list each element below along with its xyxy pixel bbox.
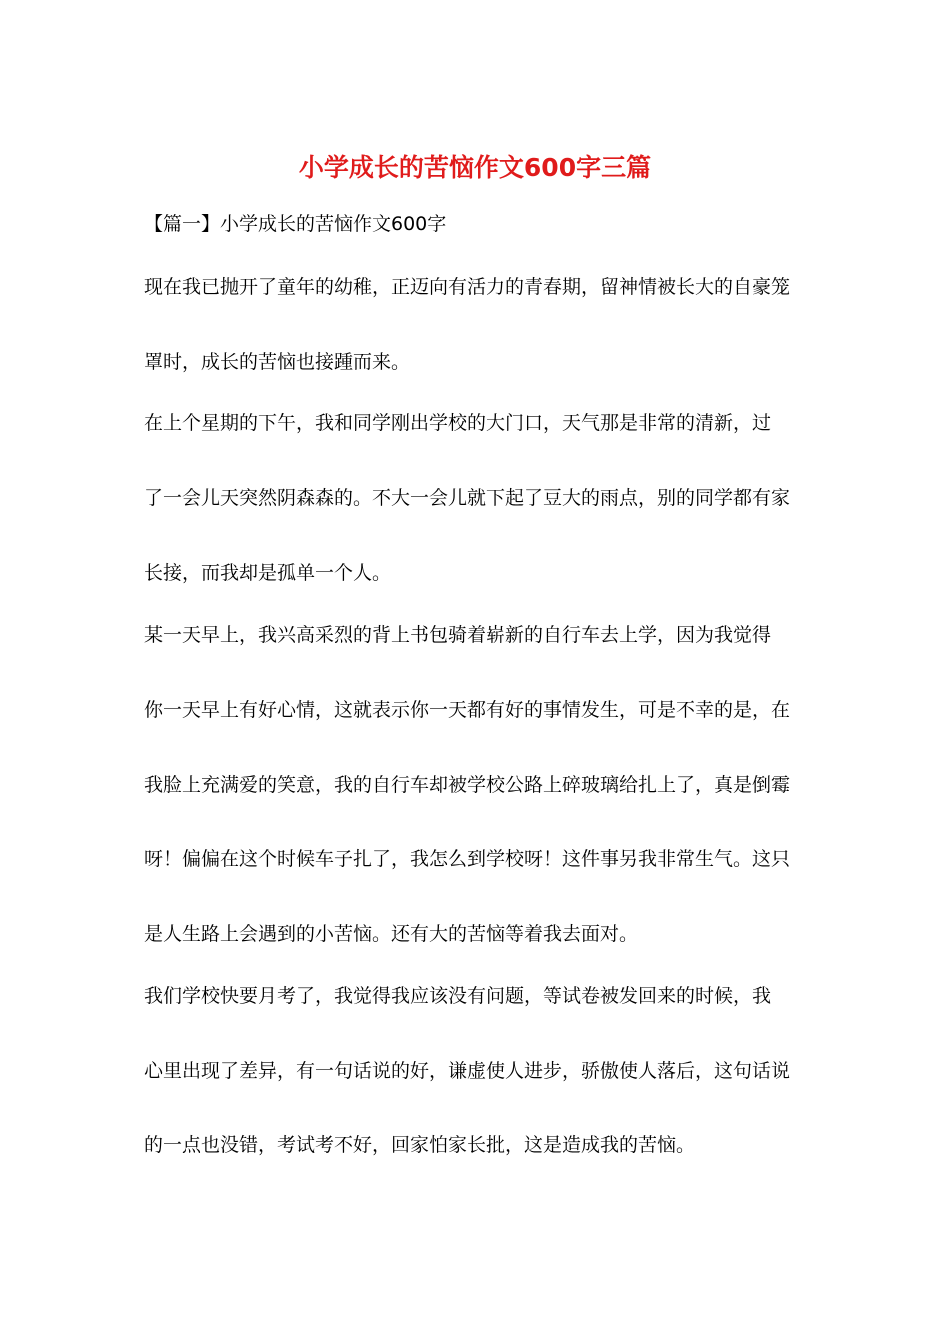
body-line: 在上个星期的下午，我和同学刚出学校的大门口，天气那是非常的清新，过 (144, 412, 772, 434)
body-line: 的一点也没错，考试考不好，回家怕家长批，这是造成我的苦恼。 (144, 1134, 696, 1156)
body-line: 你一天早上有好心情，这就表示你一天都有好的事情发生，可是不幸的是，在 (144, 699, 791, 721)
body-line: 某一天早上，我兴高采烈的背上书包骑着崭新的自行车去上学，因为我觉得 (144, 624, 772, 646)
body-line: 了一会儿天突然阴森森的。不大一会儿就下起了豆大的雨点，别的同学都有家 (144, 487, 791, 509)
body-line: 长接，而我却是孤单一个人。 (144, 562, 392, 584)
body-line: 我脸上充满爱的笑意，我的自行车却被学校公路上碎玻璃给扎上了，真是倒霉 (144, 774, 791, 796)
body-line: 我们学校快要月考了，我觉得我应该没有问题，等试卷被发回来的时候，我 (144, 985, 772, 1007)
body-line: 呀！偏偏在这个时候车子扎了，我怎么到学校呀！这件事另我非常生气。这只 (144, 848, 791, 870)
document-title: 小学成长的苦恼作文600字三篇 (298, 153, 652, 182)
body-line: 心里出现了差异，有一句话说的好，谦虚使人进步，骄傲使人落后，这句话说 (144, 1060, 791, 1082)
body-line: 现在我已抛开了童年的幼稚，正迈向有活力的青春期，留神情被长大的自豪笼 (144, 276, 791, 298)
body-line: 是人生路上会遇到的小苦恼。还有大的苦恼等着我去面对。 (144, 923, 639, 945)
section-heading: 【篇一】小学成长的苦恼作文600字 (144, 213, 447, 235)
body-line: 罩时，成长的苦恼也接踵而来。 (144, 351, 411, 373)
